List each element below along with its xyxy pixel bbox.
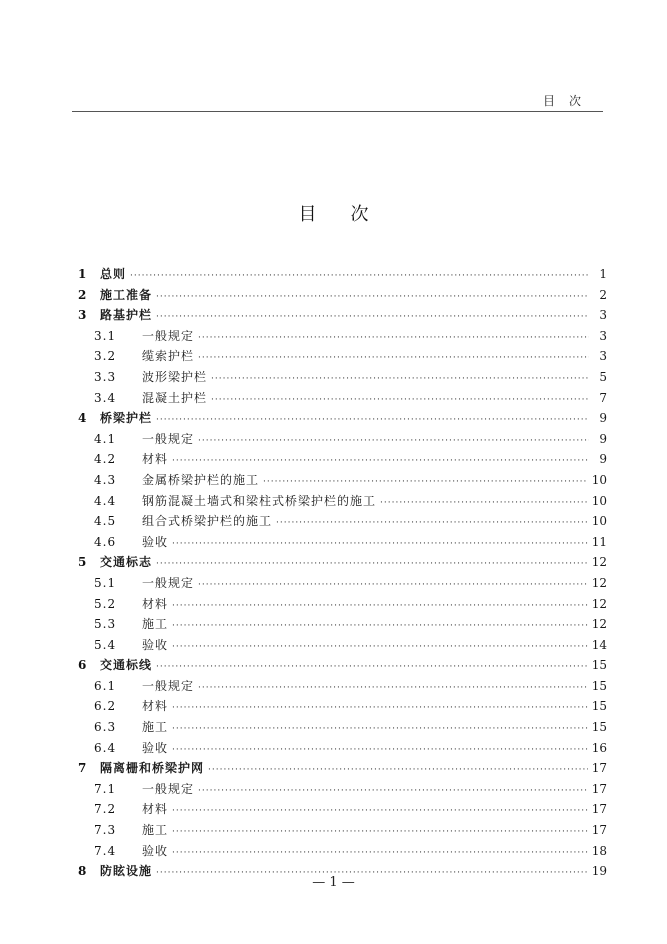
toc-entry-title: 一般规定 xyxy=(142,678,195,693)
toc-section-entry[interactable] xyxy=(78,717,607,738)
toc-section-entry[interactable] xyxy=(78,573,607,594)
dot-leader xyxy=(172,719,588,740)
toc-entry-page: 15 xyxy=(591,720,607,735)
toc-entry-number: 5.3 xyxy=(94,617,117,632)
toc-entry-number: 2 xyxy=(78,287,87,302)
toc-entry-page: 9 xyxy=(599,431,607,446)
toc-entry-title: 混凝土护栏 xyxy=(142,390,208,405)
toc-chapter-entry[interactable] xyxy=(78,408,607,429)
toc-entry-title: 一般规定 xyxy=(142,575,195,590)
dot-leader xyxy=(172,451,589,472)
toc-entry-title: 施工 xyxy=(142,720,169,735)
toc-entry-page: 10 xyxy=(591,514,607,529)
toc-section-entry[interactable] xyxy=(78,799,607,820)
toc-entry-title: 金属桥梁护栏的施工 xyxy=(142,472,260,487)
toc-entry-title: 总则 xyxy=(100,267,127,281)
toc-entry-title: 材料 xyxy=(142,596,169,611)
dot-leader xyxy=(172,740,588,761)
toc-entry-number: 4.6 xyxy=(94,534,117,549)
toc-entry-title: 材料 xyxy=(142,452,169,467)
dot-leader xyxy=(198,678,588,699)
dot-leader xyxy=(263,472,588,493)
dot-leader xyxy=(156,657,588,678)
page-title: 目次 xyxy=(298,204,403,225)
toc-entry-number: 3.2 xyxy=(94,349,117,364)
dot-leader xyxy=(156,410,589,431)
toc-entry-number: 4.5 xyxy=(94,514,117,529)
toc-entry-title: 验收 xyxy=(142,534,169,549)
toc-entry-number: 1 xyxy=(78,267,87,281)
toc-entry-number: 4.3 xyxy=(94,472,117,487)
toc-entry-title: 一般规定 xyxy=(142,781,195,796)
toc-entry-number: 3 xyxy=(78,308,87,323)
toc-entry-title: 缆索护栏 xyxy=(142,349,195,364)
toc-entry-page: 15 xyxy=(591,678,607,693)
toc-entry-number: 3.1 xyxy=(94,328,117,343)
toc-entry-page: 18 xyxy=(591,843,607,858)
dot-leader xyxy=(198,348,589,369)
toc-entry-page: 14 xyxy=(591,637,607,652)
toc-entry-number: 4.1 xyxy=(94,431,117,446)
toc-entry-title: 材料 xyxy=(142,802,169,817)
toc-section-entry[interactable] xyxy=(78,635,607,656)
toc-entry-page: 12 xyxy=(591,575,607,590)
dot-leader xyxy=(172,822,588,843)
dot-leader xyxy=(172,843,588,864)
toc-entry-number: 6.4 xyxy=(94,740,117,755)
toc-entry-title: 隔离栅和桥梁护网 xyxy=(100,761,205,776)
toc-entry-title: 验收 xyxy=(142,637,169,652)
toc-entry-page: 12 xyxy=(591,596,607,611)
toc-entry-title: 交通标志 xyxy=(100,555,153,570)
toc-entry-number: 5 xyxy=(78,555,87,570)
toc-entry-number: 5.4 xyxy=(94,637,117,652)
toc-entry-page: 11 xyxy=(591,534,607,549)
toc-entry-title: 路基护栏 xyxy=(100,308,153,323)
dot-leader xyxy=(380,493,588,514)
toc-entry-page: 15 xyxy=(591,699,607,714)
page-number: — 1 — xyxy=(312,875,355,890)
toc-entry-page: 3 xyxy=(599,328,607,343)
dot-leader xyxy=(156,554,588,575)
toc-entry-page: 15 xyxy=(591,658,607,673)
toc-section-entry[interactable] xyxy=(78,820,607,841)
toc-entry-number: 6.2 xyxy=(94,699,117,714)
header-rule xyxy=(72,111,603,112)
toc-chapter-entry[interactable] xyxy=(78,758,607,779)
toc-section-entry[interactable] xyxy=(78,326,607,347)
toc-entry-title: 施工 xyxy=(142,823,169,838)
toc-entry-page: 3 xyxy=(599,308,607,323)
dot-leader xyxy=(172,698,588,719)
toc-entry-page: 17 xyxy=(591,781,607,796)
toc-section-entry[interactable] xyxy=(78,511,607,532)
dot-leader xyxy=(130,266,589,287)
toc-chapter-entry[interactable] xyxy=(78,655,607,676)
toc-entry-title: 施工准备 xyxy=(100,287,153,302)
toc-entry-title: 桥梁护栏 xyxy=(100,411,153,426)
toc-entry-page: 7 xyxy=(599,390,607,405)
toc-entry-page: 17 xyxy=(591,823,607,838)
dot-leader xyxy=(198,328,589,349)
toc-entry-page: 12 xyxy=(591,555,607,570)
toc-section-entry[interactable] xyxy=(78,388,607,409)
toc-entry-page: 10 xyxy=(591,472,607,487)
toc-entry-number: 3.4 xyxy=(94,390,117,405)
toc-section-entry[interactable] xyxy=(78,470,607,491)
toc-section-entry[interactable] xyxy=(78,696,607,717)
toc-entry-page: 9 xyxy=(599,452,607,467)
toc-section-entry[interactable] xyxy=(78,594,607,615)
toc-section-entry[interactable] xyxy=(78,429,607,450)
toc-entry-title: 波形梁护栏 xyxy=(142,369,208,384)
toc-chapter-entry[interactable] xyxy=(78,305,607,326)
dot-leader xyxy=(208,760,588,781)
dot-leader xyxy=(172,616,588,637)
dot-leader xyxy=(198,431,589,452)
toc-chapter-entry[interactable] xyxy=(78,285,607,306)
toc-entry-page: 12 xyxy=(591,617,607,632)
toc-entry-number: 6 xyxy=(78,658,87,673)
toc-entry-title: 施工 xyxy=(142,617,169,632)
toc-entry-title: 一般规定 xyxy=(142,431,195,446)
toc-entry-number: 5.2 xyxy=(94,596,117,611)
toc-entry-number: 6.3 xyxy=(94,720,117,735)
dot-leader xyxy=(156,307,589,328)
toc-entry-number: 7.4 xyxy=(94,843,117,858)
toc-entry-number: 7.3 xyxy=(94,823,117,838)
dot-leader xyxy=(198,781,588,802)
toc-section-entry[interactable] xyxy=(78,346,607,367)
toc-entry-page: 16 xyxy=(591,740,607,755)
toc-entry-number: 8 xyxy=(78,864,87,879)
toc-entry-title: 组合式桥梁护栏的施工 xyxy=(142,514,273,529)
toc-entry-number: 4 xyxy=(78,411,87,426)
dot-leader xyxy=(172,637,588,658)
toc-entry-number: 7.1 xyxy=(94,781,117,796)
toc-entry-page: 9 xyxy=(599,411,607,426)
dot-leader xyxy=(198,575,588,596)
toc-entry-number: 7.2 xyxy=(94,802,117,817)
toc-section-entry[interactable] xyxy=(78,676,607,697)
toc-section-entry[interactable] xyxy=(78,841,607,862)
toc-entry-title: 材料 xyxy=(142,699,169,714)
toc-entry-page: 1 xyxy=(599,267,607,281)
toc-section-entry[interactable] xyxy=(78,614,607,635)
toc-entry-title: 交通标线 xyxy=(100,658,153,673)
toc-entry-number: 3.3 xyxy=(94,369,117,384)
toc-entry-title: 防眩设施 xyxy=(100,864,153,879)
dot-leader xyxy=(172,801,588,822)
toc-entry-number: 4.4 xyxy=(94,493,117,508)
toc-chapter-entry[interactable] xyxy=(78,552,607,573)
toc-entry-page: 3 xyxy=(599,349,607,364)
toc-entry-page: 10 xyxy=(591,493,607,508)
toc-entry-number: 4.2 xyxy=(94,452,117,467)
table-of-contents xyxy=(78,264,607,882)
toc-entry-number: 5.1 xyxy=(94,575,117,590)
dot-leader xyxy=(172,596,588,617)
toc-section-entry[interactable] xyxy=(78,367,607,388)
toc-entry-title: 验收 xyxy=(142,843,169,858)
toc-entry-title: 钢筋混凝土墙式和梁柱式桥梁护栏的施工 xyxy=(142,493,377,508)
toc-entry-page: 2 xyxy=(599,287,607,302)
toc-chapter-entry[interactable] xyxy=(78,264,607,285)
toc-section-entry[interactable] xyxy=(78,532,607,553)
dot-leader xyxy=(211,369,589,390)
toc-entry-page: 17 xyxy=(591,802,607,817)
dot-leader xyxy=(156,287,589,308)
toc-section-entry[interactable] xyxy=(78,738,607,759)
toc-section-entry[interactable] xyxy=(78,449,607,470)
toc-entry-page: 17 xyxy=(591,761,607,776)
toc-entry-title: 验收 xyxy=(142,740,169,755)
toc-entry-number: 7 xyxy=(78,761,87,776)
toc-section-entry[interactable] xyxy=(78,779,607,800)
dot-leader xyxy=(276,513,588,534)
running-header: 目次 xyxy=(542,94,595,108)
toc-entry-title: 一般规定 xyxy=(142,328,195,343)
toc-entry-number: 6.1 xyxy=(94,678,117,693)
toc-entry-page: 5 xyxy=(599,369,607,384)
toc-section-entry[interactable] xyxy=(78,491,607,512)
dot-leader xyxy=(211,390,589,411)
dot-leader xyxy=(172,534,588,555)
toc-entry-page: 19 xyxy=(591,864,607,879)
